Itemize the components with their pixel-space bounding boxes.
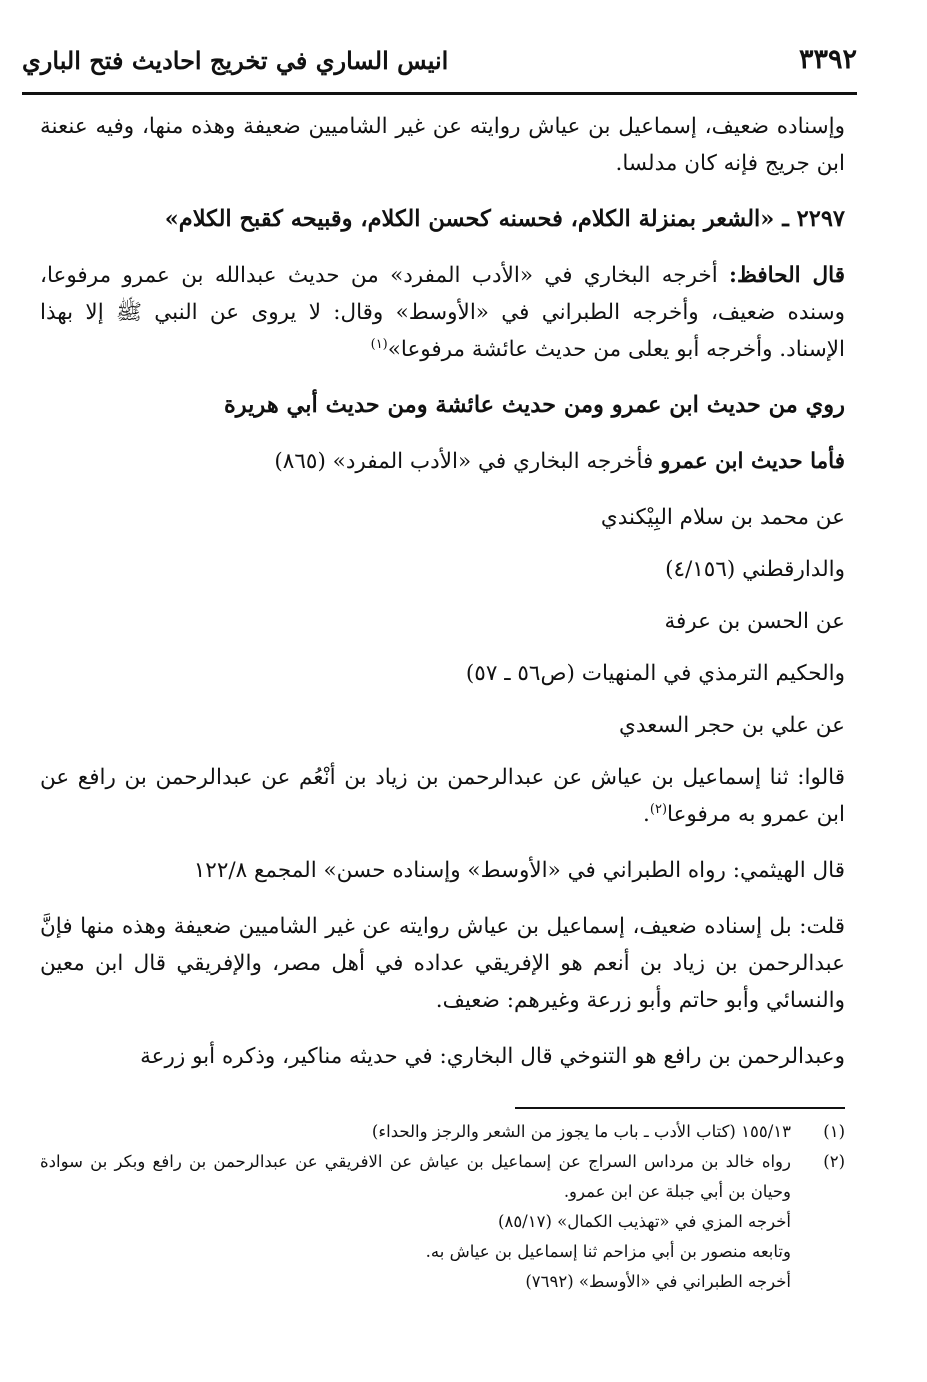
- hadith-number: ٢٢٩٧ ـ: [782, 206, 845, 232]
- footnote-ref-2: (٢): [649, 801, 668, 817]
- footnote-ref-1: (١): [370, 336, 388, 352]
- paragraph-qalu: قالوا: ثنا إسماعيل بن عياش عن عبدالرحمن بن زياد بن أنْعُم عن عبدالرحمن بن رافع عن ابن عمرو به مرفوعا$^{(٢)}$.: [40, 765, 845, 827]
- chain-line: والحكيم الترمذي في المنهيات (ص٥٦ ـ ٥٧): [465, 661, 845, 686]
- footnote-line: وتابعه منصور بن أبي مزاحم ثنا إسماعيل بن عياش به.: [425, 1242, 791, 1261]
- footnote-line: أخرجه المزي في «تهذيب الكمال» (٨٥/١٧): [498, 1212, 791, 1231]
- footnote-2: [40, 1147, 845, 1207]
- main-text: [40, 108, 845, 1094]
- paragraph-haythami: قال الهيثمي: رواه الطبراني في «الأوسط» وإسناده حسن» المجمع ١٢٢/٨: [193, 858, 845, 883]
- footnote-number: (١): [823, 1122, 845, 1141]
- paragraph-hafiz: قال الحافظ: أخرجه البخاري في «الأدب المفرد» من حديث عبدالله بن عمرو مرفوعا، وسنده ضعيف، وأخرجه الطبراني في «الأوسط» وقال: لا يروى عن النبي ﷺ إلا بهذا الإسناد. وأخرجه أبو يعلى من حديث عائشة مرفوعا»$^{(١)}$: [40, 263, 845, 362]
- paragraph-amma: فأما حديث ابن عمرو فأخرجه البخاري في «الأدب المفرد» (٨٦٥): [274, 449, 845, 474]
- footnote-line: أخرجه الطبراني في «الأوسط» (٧٦٩٢): [525, 1272, 791, 1291]
- footnote-1: [40, 1117, 845, 1147]
- hadith-text: «الشعر بمنزلة الكلام، فحسنه كحسن الكلام، وقبيحه كقبح الكلام»: [164, 206, 775, 232]
- paragraph-isnad-weak: وإسناده ضعيف، إسماعيل بن عياش روايته عن غير الشاميين ضعيفة وهذه منها، وفيه عنعنة ابن جريج فإنه كان مدلسا.: [40, 114, 845, 176]
- footnote-divider: [515, 1107, 845, 1109]
- book-title: انيس الساري في تخريج احاديث فتح الباري: [22, 46, 449, 75]
- paragraph-last: وعبدالرحمن بن رافع هو التنوخي قال البخاري: في حديثه مناكير، وذكره أبو زرعة: [140, 1044, 845, 1069]
- chain-line: والدارقطني (٤/١٥٦): [665, 557, 845, 582]
- chain-line: عن محمد بن سلام البِيْكندي: [600, 505, 845, 530]
- footnote-text: رواه خالد بن مرداس السراج عن إسماعيل بن عياش عن الافريقي عن عبدالرحمن بن رافع وبكر بن سوادة وحيان بن أبي جبلة عن ابن عمرو.: [40, 1152, 791, 1201]
- amma-label: فأما حديث ابن عمرو: [660, 449, 845, 474]
- hafiz-label: قال الحافظ:: [729, 263, 845, 288]
- paragraph-rowiya: روي من حديث ابن عمرو ومن حديث عائشة ومن حديث أبي هريرة: [223, 392, 845, 418]
- hadith-heading: [40, 201, 845, 238]
- running-header: [22, 30, 857, 95]
- page-number: ٣٣٩٢: [798, 44, 857, 75]
- footnote-text: ١٥٥/١٣ (كتاب الأدب ـ باب ما يجوز من الشعر والرجز والحداء): [371, 1122, 791, 1141]
- footnotes: [40, 1117, 845, 1297]
- chain-line: عن علي بن حجر السعدي: [619, 713, 845, 738]
- footnote-number: (٢): [823, 1152, 845, 1171]
- chain-line: عن الحسن بن عرفة: [664, 609, 845, 634]
- paragraph-qultu: قلت: بل إسناده ضعيف، إسماعيل بن عياش روايته عن غير الشاميين ضعيفة وهذه منها فإنَّ عبدالرحمن بن زياد بن أنعم هو الإفريقي عداده في أهل مصر، والإفريقي قال ابن معين والنسائي وأبو حاتم وأبو زرعة وغيرهم: ضعيف.: [40, 914, 845, 1013]
